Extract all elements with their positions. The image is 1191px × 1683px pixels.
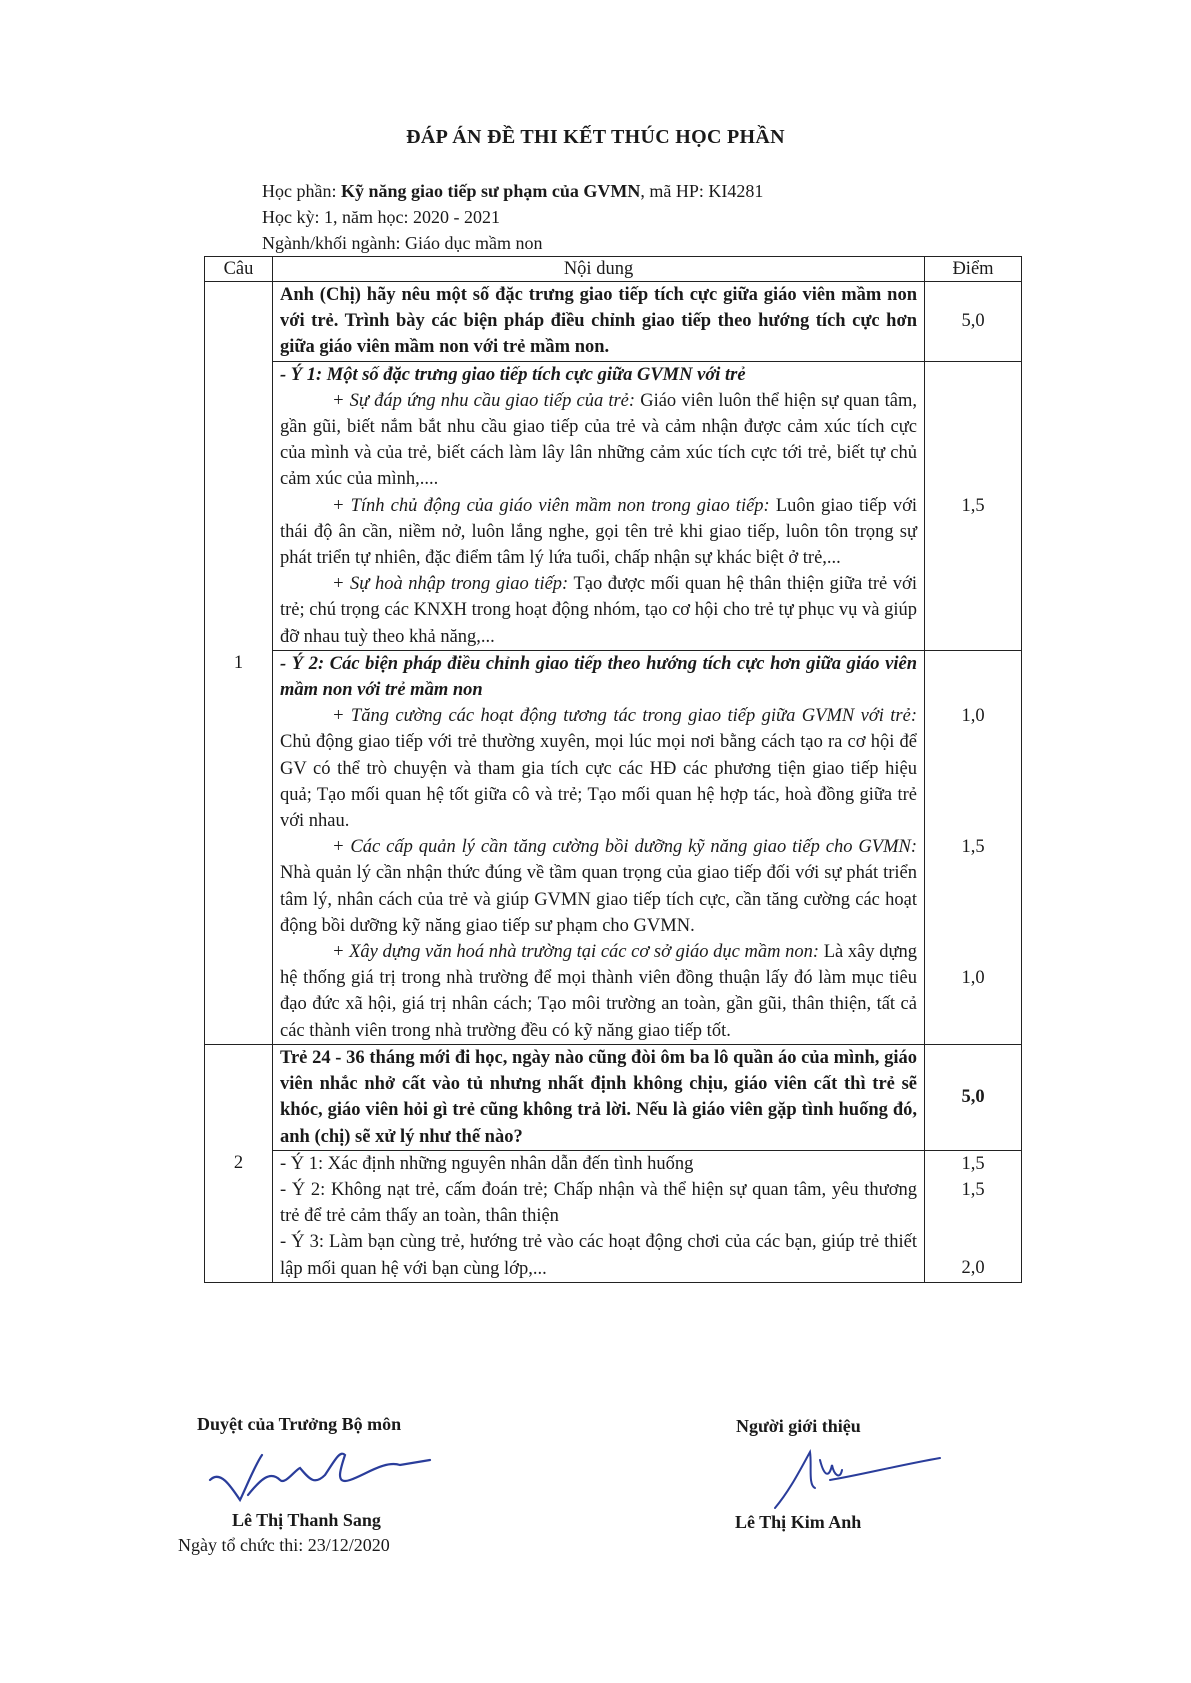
course-line: [262, 178, 763, 204]
item-lead: + Xây dựng văn hoá nhà trường tại các cơ sở giáo dục mầm non:: [332, 942, 820, 963]
answer-list: [273, 1150, 925, 1282]
item-score: 1,5: [961, 837, 985, 858]
table-row: [205, 1150, 1022, 1282]
answer-item: [280, 939, 917, 1044]
part-scores: [925, 650, 1022, 1044]
left-signer-name: Lê Thị Thanh Sang: [232, 1510, 381, 1530]
answer-item: [280, 493, 917, 572]
part-heading: - Ý 1: Một số đặc trưng giao tiếp tích cực giữa GVMN với trẻ: [280, 364, 746, 385]
exam-date: Ngày tổ chức thi: 23/12/2020: [178, 1535, 390, 1555]
answer-item: - Ý 1: Xác định những nguyên nhân dẫn đến tình huống: [280, 1153, 694, 1174]
question-score: 5,0: [925, 282, 1022, 362]
table-row: [205, 361, 1022, 650]
answer-item: [280, 388, 917, 493]
question-number: 2: [205, 1044, 273, 1282]
item-text: Tạo được mối quan hệ thân thiện giữa trẻ với trẻ; chú trọng các KNXH trong hoạt động nhóm, tạo cơ hội cho trẻ tự phục vụ và giúp đỡ nhau tuỳ theo khả năng,...: [280, 574, 917, 647]
question-text: Anh (Chị) hãy nêu một số đặc trưng giao tiếp tích cực giữa giáo viên mầm non với trẻ. Trình bày các biện pháp điều chỉnh giao tiếp theo hướng tích cực hơn giữa giáo viên mầm non với trẻ mầm non.: [273, 282, 925, 362]
item-text: Chủ động giao tiếp với trẻ thường xuyên, mọi lúc mọi nơi bằng cách tạo ra cơ hội để GV có thể trò chuyện và tham gia tích cực các HĐ các phương tiện giao tiếp hiệu quả; Tạo mối quan hệ tốt giữa cô và trẻ; Tạo mối quan hệ hợp tác, hoà đồng giữa trẻ với nhau.: [280, 732, 917, 832]
item-text: Giáo viên luôn thể hiện sự quan tâm, gần gũi, biết nắm bắt nhu cầu giao tiếp của trẻ và cảm nhận được cảm xúc tích cực của mình và của trẻ, biết cách làm lây lân những cảm xúc tích cực tới trẻ, biết tự chủ cảm xúc của mình,....: [280, 390, 917, 490]
header-score: Điểm: [925, 257, 1022, 282]
answer-item: [280, 703, 917, 834]
answer-part-1: [273, 361, 925, 650]
item-lead: + Các cấp quản lý cần tăng cường bồi dưỡng kỹ năng giao tiếp cho GVMN:: [332, 837, 917, 858]
course-prefix: Học phần:: [262, 181, 341, 201]
answer-scores: [925, 1150, 1022, 1282]
header-question: Câu: [205, 257, 273, 282]
table-header-row: [205, 257, 1022, 282]
item-lead: + Tăng cường các hoạt động tương tác trong giao tiếp giữa GVMN với trẻ:: [332, 706, 917, 727]
question-text: Trẻ 24 - 36 tháng mới đi học, ngày nào cũng đòi ôm ba lô quần áo của mình, giáo viên nhắc nhở cất vào tủ nhưng nhất định không chịu, giáo viên cất thì trẻ sẽ khóc, giáo viên hỏi gì trẻ cũng không trả lời. Nếu là giáo viên gặp tình huống đó, anh (chị) sẽ xử lý như thế nào?: [273, 1044, 925, 1150]
item-score: 1,0: [961, 705, 985, 726]
table-row: [205, 650, 1022, 1044]
left-signer-title: Duyệt của Trưởng Bộ môn: [197, 1414, 402, 1434]
course-name: Kỹ năng giao tiếp sư phạm của GVMN: [340, 181, 641, 201]
item-score: 2,0: [961, 1258, 985, 1279]
question-number: 1: [205, 282, 273, 1045]
major-line: Ngành/khối ngành: Giáo dục mầm non: [262, 233, 543, 253]
answer-item: - Ý 2: Không nạt trẻ, cấm đoán trẻ; Chấp nhận và thể hiện sự quan tâm, yêu thương trẻ để trẻ cảm thấy an toàn, thân thiện: [280, 1179, 917, 1227]
item-text: Nhà quản lý cần nhận thức đúng về tầm quan trọng của giao tiếp đối với sự phát triển tâm lý, nhân cách của trẻ và giúp GVMN giao tiếp tích cực, cần tăng cường các hoạt động bồi dưỡng kỹ năng giao tiếp sư phạm cho GVMN.: [280, 863, 917, 936]
part-heading: - Ý 2: Các biện pháp điều chỉnh giao tiếp theo hướng tích cực hơn giữa giáo viên mầm non với trẻ mầm non: [280, 653, 917, 701]
item-lead: + Tính chủ động của giáo viên mầm non trong giao tiếp:: [332, 495, 770, 516]
answer-item: [280, 834, 917, 939]
right-signer-title: Người giới thiệu: [736, 1416, 861, 1436]
item-lead: + Sự hoà nhập trong giao tiếp:: [332, 574, 569, 595]
semester-line: Học kỳ: 1, năm học: 2020 - 2021: [262, 207, 500, 227]
table-row: [205, 282, 1022, 362]
answer-item: - Ý 3: Làm bạn cùng trẻ, hướng trẻ vào các hoạt động chơi của các bạn, giúp trẻ thiết lập mối quan hệ với bạn cùng lớp,...: [280, 1232, 917, 1279]
table-row: [205, 1044, 1022, 1150]
course-code: , mã HP: KI4281: [640, 181, 764, 201]
item-score: 1,5: [961, 1179, 985, 1200]
item-text: Là xây dựng hệ thống giá trị trong nhà trường để mọi thành viên đồng thuận lấy đó làm mục tiêu đạo đức xã hội, giá trị nhân cách; Tạo môi trường an toàn, gần gũi, thân thiện, tất cả các thành viên trong nhà trường đều có kỹ năng giao tiếp tốt.: [280, 942, 917, 1041]
part-score: 1,5: [925, 361, 1022, 650]
item-text: Luôn giao tiếp với thái độ ân cần, niềm nở, luôn lắng nghe, gọi tên trẻ khi giao tiếp, luôn tôn trọng sự phát triển tự nhiên, đặc điểm tâm lý lứa tuổi, chấp nhận sự khác biệt ở trẻ,...: [280, 495, 917, 569]
header-content: Nội dung: [273, 257, 925, 282]
right-signer-name: Lê Thị Kim Anh: [735, 1512, 862, 1532]
item-score: 1,5: [961, 1153, 985, 1174]
answer-part-2: [273, 650, 925, 1044]
answer-item: [280, 571, 917, 650]
item-lead: + Sự đáp ứng nhu cầu giao tiếp của trẻ:: [332, 390, 636, 411]
page-title: ĐÁP ÁN ĐỀ THI KẾT THÚC HỌC PHẦN: [406, 126, 785, 148]
item-score: 1,0: [961, 968, 985, 989]
answer-table: [204, 256, 1022, 1283]
question-score: 5,0: [925, 1044, 1022, 1150]
